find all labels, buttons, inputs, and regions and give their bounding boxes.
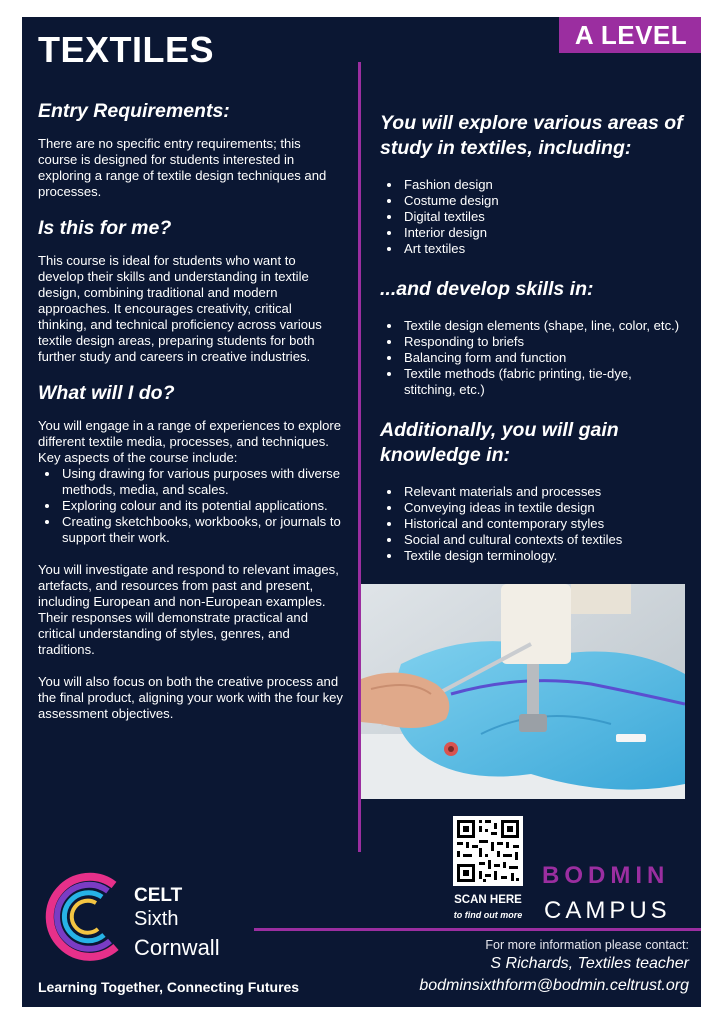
explore-list	[380, 177, 685, 257]
list-item: • Interior design	[402, 225, 685, 241]
focus-text: You will also focus on both the creative process and the final product, aligning your work with the four key assessment objectives.	[38, 674, 343, 721]
contact-name: S Richards, Textiles teacher	[490, 955, 689, 972]
qr-code[interactable]	[453, 816, 523, 886]
skills-heading: ...and develop skills in:	[380, 278, 594, 300]
page-title: TEXTILES	[38, 29, 215, 70]
list-item: • Conveying ideas in textile design	[402, 500, 685, 516]
list-item: • Textile design terminology.	[402, 548, 685, 564]
list-item: • Digital textiles	[402, 209, 685, 225]
flyer-page	[22, 17, 701, 1007]
list-item: • Historical and contemporary styles	[402, 516, 685, 532]
find-out-more-label: to find out more	[453, 910, 523, 920]
entry-requirements-text: There are no specific entry requirements; this course is designed for students interested in exploring a range of textile design techniques and processes.	[38, 136, 327, 199]
list-item: • Textile methods (fabric printing, tie-dye, stitching, etc.)	[402, 366, 685, 398]
list-item: • Using drawing for various purposes with diverse methods, media, and scales.	[60, 466, 343, 498]
tagline: Learning Together, Connecting Futures	[38, 979, 300, 995]
list-item: • Creating sketchbooks, workbooks, or journals to support their work.	[60, 514, 343, 546]
a-level-badge: A LEVEL	[559, 17, 701, 53]
left-column	[38, 99, 343, 722]
footer-divider	[254, 928, 701, 931]
right-column	[380, 111, 685, 564]
list-item: • Costume design	[402, 193, 685, 209]
list-item: • Relevant materials and processes	[402, 484, 685, 500]
contact-email[interactable]: bodminsixthform@bodmin.celtrust.org	[419, 977, 689, 994]
investigate-text: You will investigate and respond to relevant images, artefacts, and resources from past and present, including European and non-European examples. Their responses will demonstrate practical and critical understanding of styles, genres, and traditions.	[38, 562, 339, 657]
list-item: • Exploring colour and its potential applications.	[60, 498, 343, 514]
list-item: • Art textiles	[402, 241, 685, 257]
scan-here-label: SCAN HERE	[454, 894, 522, 906]
knowledge-list	[380, 484, 685, 564]
campus-name: BODMIN	[542, 862, 670, 889]
list-item: • Balancing form and function	[402, 350, 685, 366]
logo-cornwall-text: Cornwall	[134, 935, 220, 960]
is-this-for-me-text: This course is ideal for students who want to develop their skills and understanding in textile design, combining traditional and modern approaches. It encourages creativity, critical thinking, and technical proficiency across various textile design areas, preparing students for both further study and careers in creative industries.	[38, 253, 322, 364]
what-will-i-do-intro: You will engage in a range of experiences to explore different textile media, processes, and techniques. Key aspects of the course include:	[38, 418, 342, 465]
logo-celt-text: CELT	[134, 885, 183, 906]
explore-heading: You will explore various areas of study in textiles, including:	[380, 112, 683, 159]
contact-intro: For more information please contact:	[485, 938, 689, 952]
skills-list	[380, 318, 685, 398]
knowledge-heading: Additionally, you will gain knowledge in:	[380, 419, 619, 466]
list-item: • Textile design elements (shape, line, color, etc.)	[402, 318, 685, 334]
logo-sixth-text: Sixth	[134, 908, 179, 930]
list-item: • Fashion design	[402, 177, 685, 193]
list-item: • Responding to briefs	[402, 334, 685, 350]
what-will-i-do-heading: What will I do?	[38, 382, 175, 404]
campus-word: CAMPUS	[544, 897, 671, 924]
entry-requirements-heading: Entry Requirements:	[38, 100, 230, 122]
is-this-for-me-heading: Is this for me?	[38, 217, 172, 239]
sewing-machine-photo	[361, 584, 685, 799]
list-item: • Social and cultural contexts of textiles	[402, 532, 685, 548]
what-will-i-do-list	[38, 466, 343, 546]
